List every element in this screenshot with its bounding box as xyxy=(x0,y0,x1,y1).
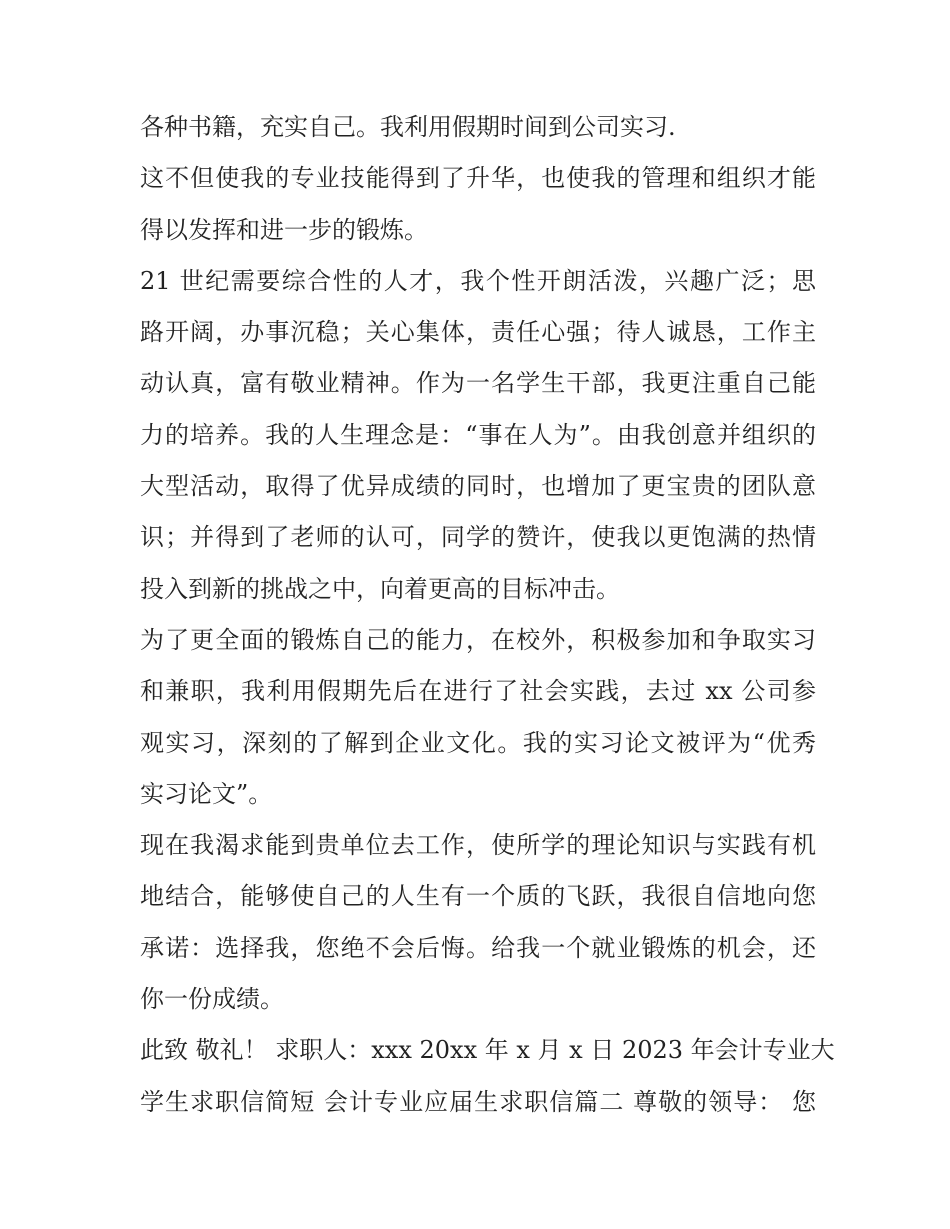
text-line: 观实习，深刻的了解到企业文化。我的实习论文被评为“优秀 xyxy=(140,728,816,757)
text-line: 地结合，能够使自己的人生有一个质的飞跃，我很自信地向您 xyxy=(140,882,816,911)
text-line: 此致 敬礼！ 求职人：xxx 20xx 年 x 月 x 日 2023 年会计专业大 xyxy=(140,1036,835,1065)
text-line: 这不但使我的专业技能得到了升华，也使我的管理和组织才能 xyxy=(140,164,816,193)
text-line: 你一份成绩。 xyxy=(140,985,284,1014)
text-line: 路开阔，办事沉稳；关心集体，责任心强；待人诚恳，工作主 xyxy=(140,318,816,347)
text-line: 投入到新的挑战之中，向着更高的目标冲击。 xyxy=(140,574,620,603)
text-line: 学生求职信简短 会计专业应届生求职信篇二 尊敬的领导： 您 xyxy=(140,1087,816,1116)
document-body xyxy=(140,102,835,1128)
text-line: 承诺：选择我，您绝不会后悔。给我一个就业锻炼的机会，还 xyxy=(140,933,816,962)
text-line: 为了更全面的锻炼自己的能力，在校外，积极参加和争取实习 xyxy=(140,625,816,654)
text-line: 实习论文”。 xyxy=(140,779,273,808)
text-line: 现在我渴求能到贵单位去工作，使所学的理论知识与实践有机 xyxy=(140,831,816,860)
text-line: 21 世纪需要综合性的人才，我个性开朗活泼，兴趣广泛；思 xyxy=(140,266,816,295)
text-line: 得以发挥和进一步的锻炼。 xyxy=(140,215,428,244)
text-line: 识；并得到了老师的认可，同学的赞许，使我以更饱满的热情 xyxy=(140,523,816,552)
text-line: 动认真，富有敬业精神。作为一名学生干部，我更注重自己能 xyxy=(140,369,816,398)
text-line: 力的培养。我的人生理念是：“事在人为”。由我创意并组织的 xyxy=(140,420,816,449)
text-line: 大型活动，取得了优异成绩的同时，也增加了更宝贵的团队意 xyxy=(140,472,816,501)
text-line: 和兼职，我利用假期先后在进行了社会实践，去过 xx 公司参 xyxy=(140,677,816,706)
text-line: 各种书籍，充实自己。我利用假期时间到公司实习. xyxy=(140,113,676,141)
